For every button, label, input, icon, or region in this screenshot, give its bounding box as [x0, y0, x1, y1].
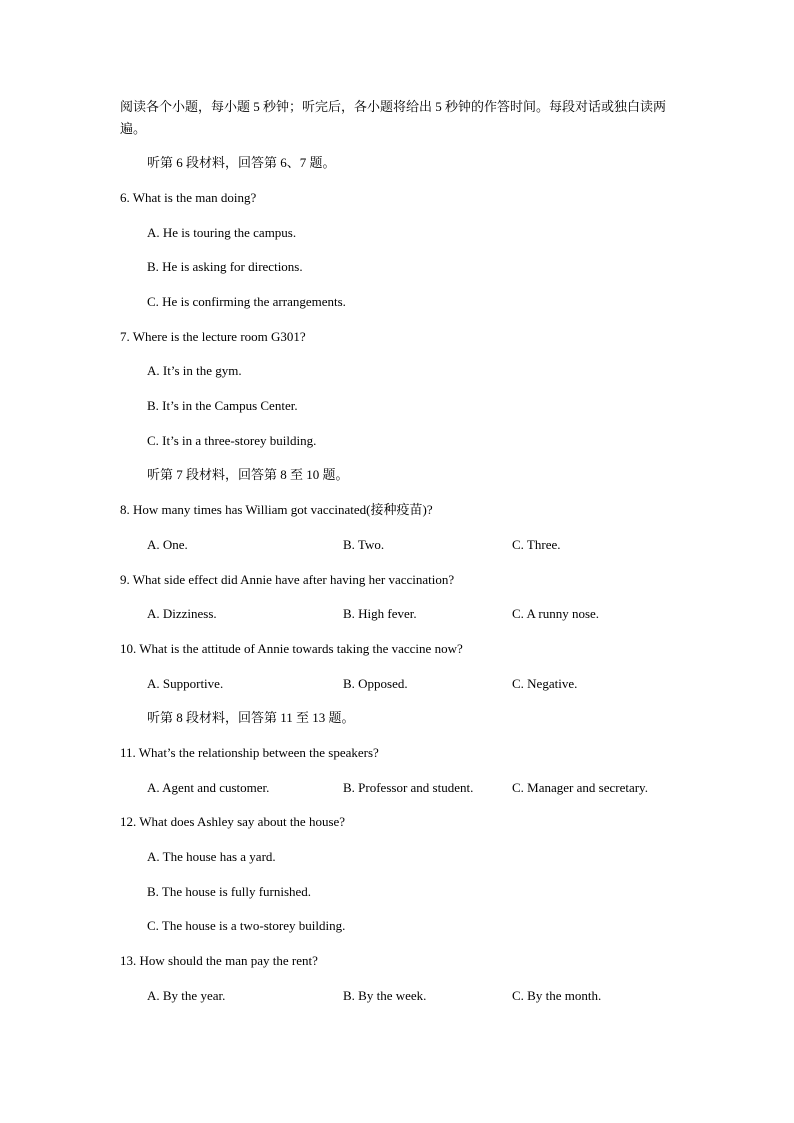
- option-b: B. The house is fully furnished.: [147, 884, 312, 899]
- question-text: 12. What does Ashley say about the house?: [120, 814, 346, 829]
- question-text: 8. How many times has William got vaccinated(接种疫苗)?: [120, 502, 433, 517]
- option-c: C. He is confirming the arrangements.: [147, 294, 346, 309]
- option-b: B. High fever.: [343, 606, 417, 621]
- option-b: B. Two.: [343, 537, 385, 552]
- option-a: A. He is touring the campus.: [147, 225, 297, 240]
- option-a: A. By the year.: [147, 988, 226, 1003]
- question-text: 13. How should the man pay the rent?: [120, 953, 318, 968]
- section-heading: 听第 8 段材料，回答第 11 至 13 题。: [147, 710, 355, 725]
- option-b: B. Professor and student.: [343, 780, 474, 795]
- option-a: A. It’s in the gym.: [147, 363, 242, 378]
- option-c: C. Negative.: [512, 676, 578, 691]
- option-c: C. By the month.: [512, 988, 602, 1003]
- section-heading: 听第 6 段材料，回答第 6、7 题。: [147, 155, 336, 170]
- option-b: B. It’s in the Campus Center.: [147, 398, 298, 413]
- option-a: A. The house has a yard.: [147, 849, 276, 864]
- option-a: A. Agent and customer.: [147, 780, 270, 795]
- section-heading: 听第 7 段材料，回答第 8 至 10 题。: [147, 467, 349, 482]
- option-a: A. One.: [147, 537, 188, 552]
- option-c: C. Manager and secretary.: [512, 780, 648, 795]
- option-c: C. It’s in a three-storey building.: [147, 433, 317, 448]
- question-text: 7. Where is the lecture room G301?: [120, 329, 306, 344]
- question-text: 10. What is the attitude of Annie towards taking the vaccine now?: [120, 641, 463, 656]
- option-b: B. Opposed.: [343, 676, 408, 691]
- option-a: A. Supportive.: [147, 676, 224, 691]
- option-c: C. A runny nose.: [512, 606, 600, 621]
- question-text: 9. What side effect did Annie have after having her vaccination?: [120, 572, 455, 587]
- option-c: C. Three.: [512, 537, 561, 552]
- question-text: 11. What’s the relationship between the speakers?: [120, 745, 379, 760]
- instructions-paragraph: 阅读各个小题，每小题 5 秒钟；听完后，各小题将给出 5 秒钟的作答时间。每段对话或独白读两遍。: [120, 99, 667, 136]
- option-c: C. The house is a two-storey building.: [147, 918, 346, 933]
- option-a: A. Dizziness.: [147, 606, 217, 621]
- question-text: 6. What is the man doing?: [120, 190, 257, 205]
- option-b: B. By the week.: [343, 988, 427, 1003]
- option-b: B. He is asking for directions.: [147, 259, 303, 274]
